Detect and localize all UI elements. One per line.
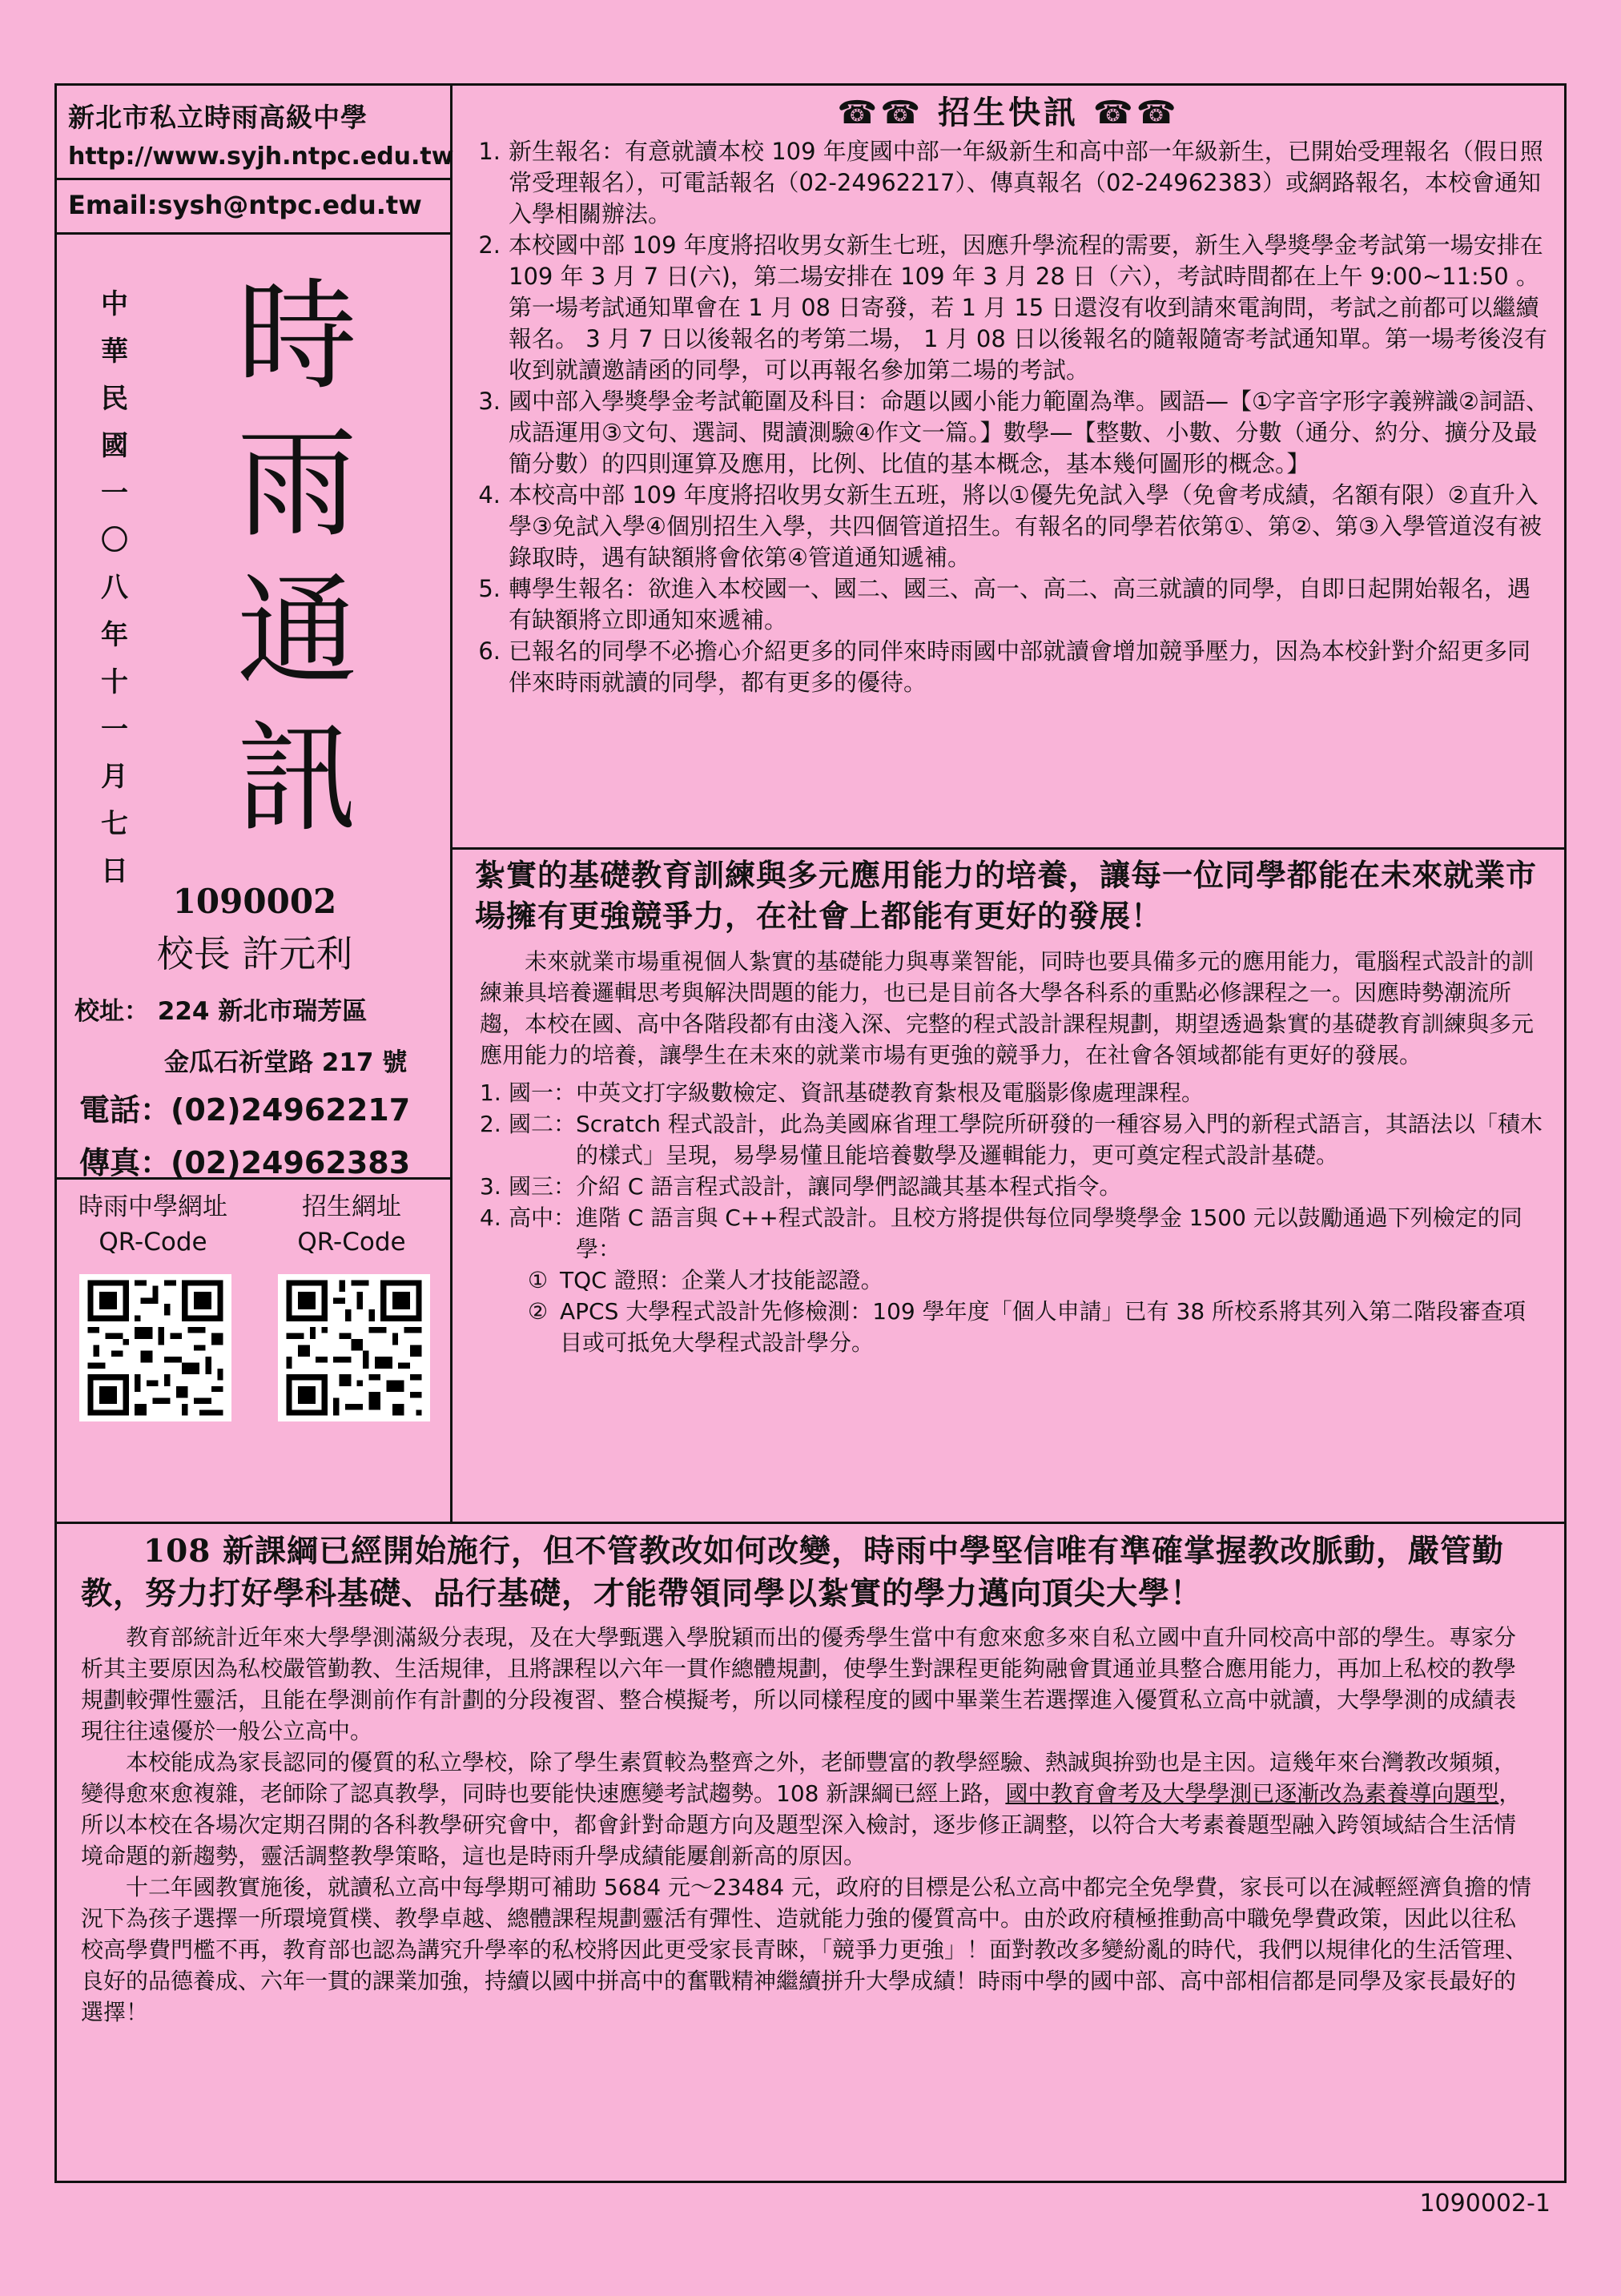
left-column xyxy=(57,86,453,1522)
qr-right-label xyxy=(272,1189,432,1260)
item-text: 轉學生報名：欲進入本校國一、國二、國三、高一、高二、高三就讀的同學，自即日起開始報名，遇有缺額將立即通知來遞補。 xyxy=(509,575,1531,633)
date-char: 年 xyxy=(101,619,128,651)
item-label: 國一： xyxy=(509,1080,577,1106)
item-label: 高中： xyxy=(509,1204,577,1231)
item-number: 5. xyxy=(478,575,501,602)
date-char: 十 xyxy=(101,666,128,698)
title-char: 訊 xyxy=(236,710,357,849)
newsletter-title xyxy=(217,263,377,853)
item-text: 本校高中部 109 年度將招收男女新生五班，將以①優先免試入學（免會考成績，名額有限）②直升入學③免試入學④個別招生入學，共四個管道招生。有報名的同學若依第①、第②、第③入學管道沒有被錄取時，遇有缺額將會依第④管道通知遞補。 xyxy=(509,481,1542,571)
date-char: 八 xyxy=(101,572,128,604)
item-number: 4. xyxy=(478,481,501,509)
item-number: 3. xyxy=(480,1173,501,1200)
date-char: 月 xyxy=(101,761,128,793)
school-website-qr-code[interactable] xyxy=(79,1274,231,1421)
qr-left-label xyxy=(73,1189,233,1260)
qr-area xyxy=(57,1180,450,1522)
certification-list xyxy=(528,1265,1548,1358)
list-item xyxy=(464,136,1553,230)
qr-left-label-line2: QR-Code xyxy=(99,1228,207,1257)
date-char: 一 xyxy=(101,714,128,746)
date-char: 一 xyxy=(101,477,128,509)
curriculum-article-headline: 108 新課綱已經開始施行，但不管教改如何改變，時雨中學堅信唯有準確掌握教改脈動，嚴管勤教，努力打好學科基礎、品行基礎，才能帶領同學以紮實的學力邁向頂尖大學！ xyxy=(81,1533,1504,1612)
underlined-text: 國中教育會考及大學學測已逐漸改為素養導向題型 xyxy=(1005,1780,1499,1807)
qr-left-label-line1: 時雨中學網址 xyxy=(78,1192,227,1221)
address-line1: 校址： 224 新北市瑞芳區 xyxy=(74,997,368,1026)
admissions-news-list xyxy=(464,136,1553,698)
item-text: 新生報名：有意就讀本校 109 年度國中部一年級新生和高中部一年級新生，已開始受理報名（假日照常受理報名），可電話報名（02-24962217）、傳真報名（02-24962383）或網路報名，本校會通知入學相關辦法。 xyxy=(509,138,1543,227)
item-label: 國三： xyxy=(509,1173,577,1200)
admissions-website-qr-code[interactable] xyxy=(278,1274,430,1421)
school-info xyxy=(57,86,454,180)
item-text: 介紹 C 語言程式設計，讓同學們認識其基本程式指令。 xyxy=(576,1173,1122,1200)
title-char: 雨 xyxy=(236,415,357,554)
list-item xyxy=(528,1265,1548,1296)
issue-date xyxy=(99,281,131,895)
list-item xyxy=(480,1171,1548,1202)
paragraph-text: ，所以本校在各場次定期召開的各科教學研究會中，都會針對命題方向及題型深入檢討，逐步修正調整，以符合大考素養題型融入跨領域結合生活情境命題的新趨勢，靈活調整教學策略，這也是時雨升學成績能屢創新高的原因。 xyxy=(81,1780,1522,1869)
item-number: 6. xyxy=(478,637,501,665)
principal-name: 校長 許元利 xyxy=(156,932,353,975)
item-text: 中英文打字級數檢定、資訊基礎教育紮根及電腦影像處理課程。 xyxy=(576,1080,1205,1106)
issue-number: 1090002 xyxy=(172,882,337,921)
school-name: 新北市私立時雨高級中學 xyxy=(68,102,368,133)
date-char: 日 xyxy=(101,855,128,887)
date-char: 七 xyxy=(101,808,128,840)
programming-article-body: 未來就業市場重視個人紮實的基礎能力與專業智能，同時也要具備多元的應用能力，電腦程式設計的訓練兼具培養邏輯思考與解決問題的能力，也已是目前各大學各科系的重點必修課程之一。因應時勢潮流所趨，本校在國、高中各階段都有由淺入深、完整的程式設計課程規劃，期望透過紮實的基礎教育訓練與多元應用能力的培養，讓學生在未來的就業市場有更強的競爭力，在社會各領域都能有更好的發展。 xyxy=(480,948,1535,1068)
qr-right-label-line2: QR-Code xyxy=(297,1228,406,1257)
item-number: ① xyxy=(528,1267,549,1293)
list-item xyxy=(464,636,1553,698)
list-item xyxy=(528,1296,1548,1358)
page-number: 1090002-1 xyxy=(1419,2189,1551,2218)
list-item xyxy=(464,386,1553,480)
list-item xyxy=(464,480,1553,573)
item-label: 國二： xyxy=(509,1111,577,1137)
date-char: 華 xyxy=(101,336,128,368)
item-number: 2. xyxy=(480,1111,501,1137)
item-number: 4. xyxy=(480,1204,501,1231)
item-text: Scratch 程式設計，此為美國麻省理工學院所研發的一種容易入門的新程式語言，其語法以「積木的樣式」呈現，易學易懂且能培養數學及邏輯能力，更可奠定程式設計基礎。 xyxy=(576,1111,1543,1168)
date-char: 國 xyxy=(101,430,128,462)
school-url[interactable]: http://www.syjh.ntpc.edu.tw xyxy=(68,143,454,171)
list-item xyxy=(464,573,1553,636)
list-item xyxy=(480,1202,1548,1265)
newsletter-frame xyxy=(54,83,1567,2183)
paragraph: 教育部統計近年來大學學測滿級分表現，及在大學甄選入學脫穎而出的優秀學生當中有愈來愈多來自私立國中直升同校高中部的學生。專家分析其主要原因為私校嚴管勤教、生活規律，且將課程以六年一貫作總體規劃，使學生對課程更能夠融會貫通並具整合應用能力，再加上私校的教學規劃較彈性靈活，且能在學測前作有計劃的分段複習、整合模擬考，所以同樣程度的國中畢業生若選擇進入優質私立高中就讀，大學學測的成績表現往往遠優於一般公立高中。 xyxy=(81,1624,1517,1744)
item-number: 3. xyxy=(478,388,501,415)
list-item xyxy=(480,1077,1548,1108)
paragraph-text: 本校能成為家長認同的優質的私立學校，除了學生素質較為整齊之外，老師豐富的教學經驗、熱誠與拚勁也是主因。這幾年來台灣教改頻頻，變得愈來愈複雜，老師除了認真教學，同時也要能快速應變考試趨勢。108 新課綱已經上路， xyxy=(81,1749,1517,1807)
telephone: 電話：(02)24962217 xyxy=(79,1092,411,1128)
school-email[interactable]: Email:sysh@ntpc.edu.tw xyxy=(57,180,450,235)
item-text: 進階 C 語言與 C++程式設計。且校方將提供每位同學獎學金 1500 元以鼓勵通過下列檢定的同學： xyxy=(576,1204,1522,1262)
item-text: 本校國中部 109 年度將招收男女新生七班，因應升學流程的需要，新生入學獎學金考試第一場安排在 109 年 3 月 7 日(六)，第二場安排在 109 年 3 月 28 日（六），考試時間都在上午 9:00~11:50 。第一場考試通知單會在 1 月 08 日寄發，若 1 月 15 日還沒有收到請來電詢問，考試之前都可以繼續報名。 3 月 7 日以後報名的考第二場， 1 月 08 日以後報名的隨報隨寄考試通知單。第一場考後沒有收到就讀邀請函的同學，可以再報名參加第二場的考試。 xyxy=(509,231,1548,384)
curriculum-article xyxy=(57,1522,1564,2181)
admissions-news xyxy=(453,86,1564,850)
item-text: 國中部入學獎學金考試範圍及科目：命題以國小能力範圍為準。國語—【①字音字形字義辨識②詞語、成語運用③文句、選詞、閱讀測驗④作文一篇。】數學—【整數、小數、分數（通分、約分、擴分及最簡分數）的四則運算及應用，比例、比值的基本概念，基本幾何圖形的概念。】 xyxy=(509,388,1549,477)
list-item xyxy=(480,1108,1548,1171)
item-text: 已報名的同學不必擔心介紹更多的同伴來時雨國中部就讀會增加競爭壓力，因為本校針對介紹更多同伴來時雨就讀的同學，都有更多的優待。 xyxy=(509,637,1531,696)
item-number: 1. xyxy=(478,138,501,165)
item-number: 1. xyxy=(480,1080,501,1106)
qr-right-label-line1: 招生網址 xyxy=(302,1192,401,1221)
admissions-news-title: ☎☎ 招生快訊 ☎☎ xyxy=(837,94,1180,131)
masthead xyxy=(57,235,450,1180)
item-text: TQC 證照：企業人才技能認證。 xyxy=(560,1267,883,1293)
fax-number: 傳真：(02)24962383 xyxy=(79,1145,411,1180)
address-line2: 金瓜石祈堂路 217 號 xyxy=(164,1048,408,1077)
list-item xyxy=(464,230,1553,386)
item-number: ② xyxy=(528,1298,549,1325)
programming-course-list xyxy=(480,1077,1548,1265)
paragraph: 十二年國教實施後，就讀私立高中每學期可補助 5684 元～23484 元，政府的目標是公私立高中都完全免學費，家長可以在減輕經濟負擔的情況下為孩子選擇一所環境質樸、教學卓越、總體課程規劃靈活有彈性、造就能力強的優質高中。由於政府積極推動高中職免學費政策，因此以往私校高學費門檻不再，教育部也認為講究升學率的私校將因此更受家長青睞，「競爭力更強」！面對教改多變紛亂的時代，我們以規律化的生活管理、良好的品德養成、六年一貫的課業加強，持續以國中拼高中的奮戰精神繼續拼升大學成績！時雨中學的國中部、高中部相信都是同學及家長最好的選擇！ xyxy=(81,1874,1532,2025)
programming-article-headline: 紮實的基礎教育訓練與多元應用能力的培養，讓每一位同學都能在未來就業市場擁有更強競爭力，在社會上都能有更好的發展！ xyxy=(475,857,1538,934)
date-char: 民 xyxy=(101,383,128,415)
item-text: APCS 大學程式設計先修檢測：109 學年度「個人申請」已有 38 所校系將其列入第二階段審查項目或可抵免大學程式設計學分。 xyxy=(560,1298,1526,1356)
curriculum-article-body xyxy=(81,1622,1532,2028)
paragraph xyxy=(81,1747,1532,1872)
title-char: 通 xyxy=(236,562,357,702)
title-char: 時 xyxy=(236,267,357,407)
programming-article xyxy=(453,850,1564,1522)
item-number: 2. xyxy=(478,231,501,259)
date-char: 中 xyxy=(101,288,128,320)
date-char: 〇 xyxy=(101,525,128,557)
